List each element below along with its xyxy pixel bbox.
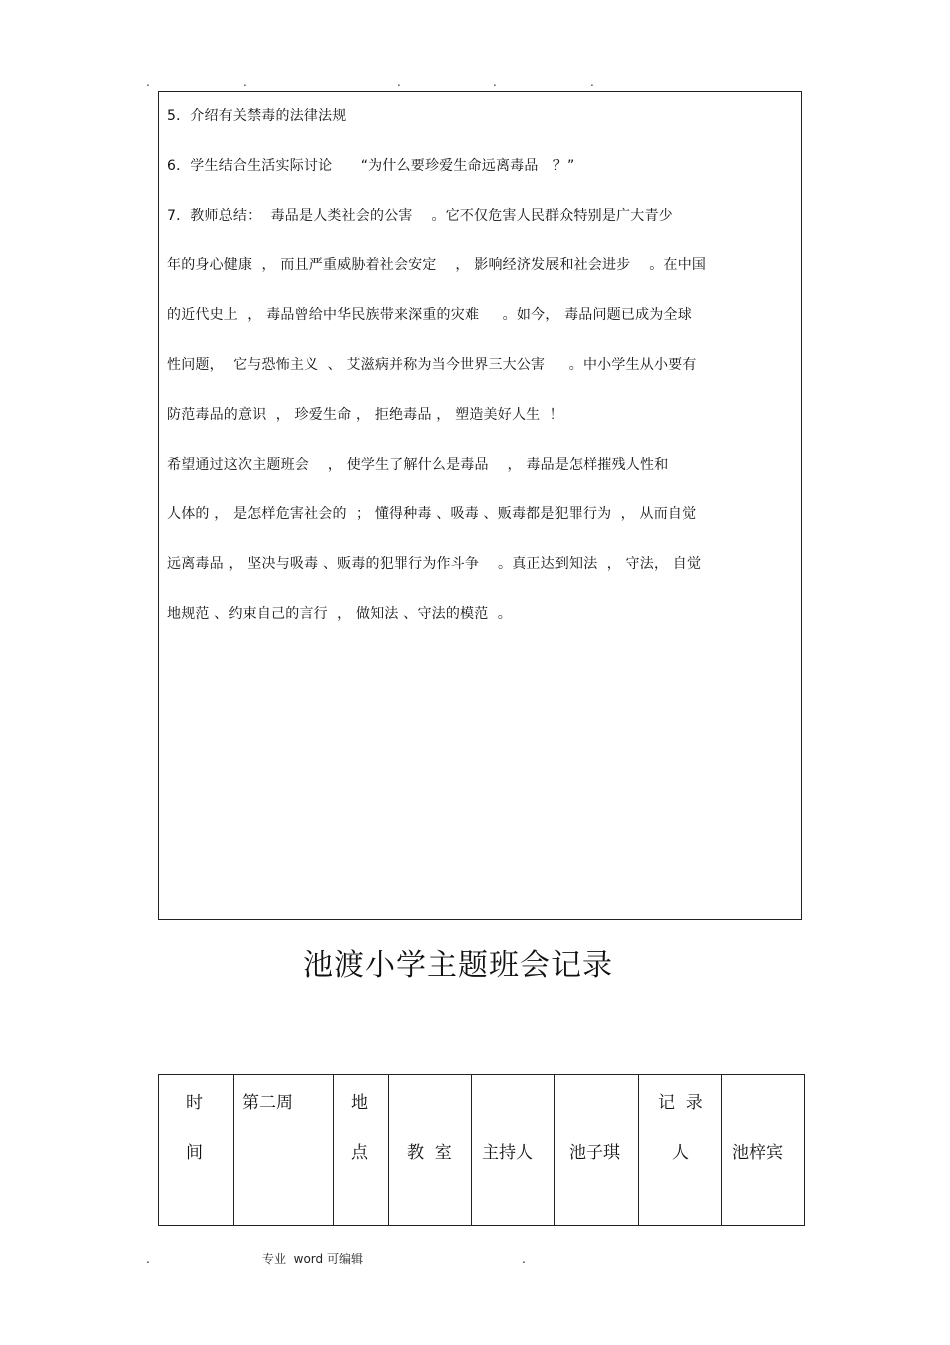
- content-line: 远离毒品 ， 坚决与吸毒 、贩毒的犯罪行为作斗争 。真正达到知法 ， 守法， 自觉: [167, 556, 702, 572]
- time-value: 第二周: [242, 1093, 293, 1113]
- time-value-cell: [234, 1075, 334, 1226]
- recorder-label-cell: [639, 1075, 722, 1226]
- host-label: 主持人: [482, 1143, 533, 1163]
- place-label-bottom: 点: [351, 1143, 368, 1163]
- content-line: 的近代史上 ， 毒品曾给中华民族带来深重的灾难 。如今， 毒品问题已成为全球: [167, 307, 692, 323]
- header-dot: .: [590, 75, 594, 89]
- footer-dot-right: .: [522, 1252, 526, 1266]
- content-line: 防范毒品的意识 ， 珍爱生命 ， 拒绝毒品 ， 塑造美好人生 ！: [167, 407, 564, 423]
- place-value: 教 室: [407, 1143, 452, 1163]
- time-label-top: 时: [186, 1093, 203, 1113]
- time-label-cell: [159, 1075, 234, 1226]
- content-line: 希望通过这次主题班会 ， 使学生了解什么是毒品 ， 毒品是怎样摧残人性和: [167, 457, 669, 473]
- content-line: 性问题， 它与恐怖主义 、 艾滋病并称为当今世界三大公害 。中小学生从小要有: [167, 357, 697, 373]
- place-label-cell: [334, 1075, 389, 1226]
- content-line: 年的身心健康 ， 而且严重威胁着社会安定 ， 影响经济发展和社会进步 。在中国: [167, 257, 707, 273]
- header-dot: .: [493, 75, 497, 89]
- content-line: 6．学生结合生活实际讨论 “为什么要珍爱生命远离毒品 ？”: [167, 158, 575, 174]
- content-line: 5．介绍有关禁毒的法律法规: [167, 108, 347, 124]
- header-dot: .: [397, 75, 401, 89]
- header-dot: .: [146, 75, 150, 89]
- recorder-value-cell: [722, 1075, 805, 1226]
- host-value-cell: [555, 1075, 639, 1226]
- recorder-label-top: 记 录: [658, 1093, 703, 1113]
- meeting-info-table: [158, 1074, 805, 1226]
- recorder-value: 池梓宾: [732, 1143, 783, 1163]
- place-label-top: 地: [351, 1093, 368, 1113]
- footer-dot-left: .: [146, 1252, 150, 1266]
- place-value-cell: [389, 1075, 472, 1226]
- lesson-content-box: [158, 91, 802, 920]
- content-line: 地规范 、约束自己的言行 ， 做知法 、守法的模范 。: [167, 606, 512, 622]
- content-line: 人体的 ， 是怎样危害社会的 ； 懂得种毒 、吸毒 、贩毒都是犯罪行为 ， 从而自觉: [167, 506, 697, 522]
- host-label-cell: [472, 1075, 555, 1226]
- page-title: 池渡小学主题班会记录: [303, 948, 613, 983]
- header-dot: .: [243, 75, 247, 89]
- host-value: 池子琪: [569, 1143, 620, 1163]
- content-line: 7．教师总结： 毒品是人类社会的公害 。它不仅危害人民群众特别是广大青少: [167, 208, 673, 224]
- time-label-bottom: 间: [186, 1143, 203, 1163]
- recorder-label-bottom: 人: [672, 1143, 689, 1163]
- footer-text: 专业 word 可编辑: [262, 1252, 363, 1266]
